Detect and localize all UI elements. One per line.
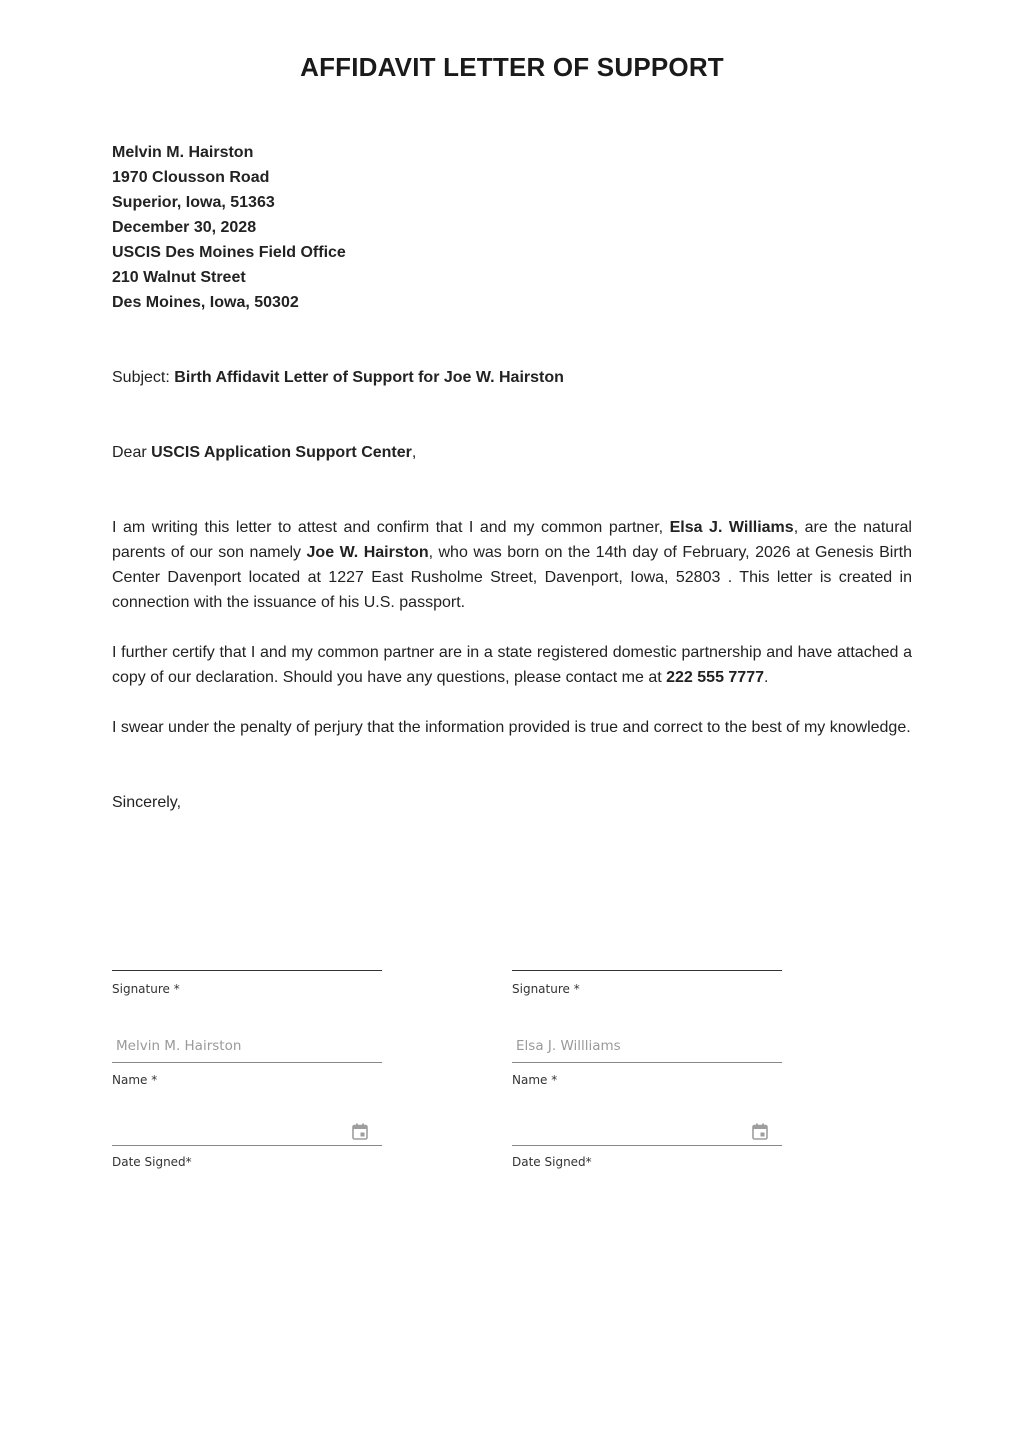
paragraph-2-text-a: I further certify that I and my common partner are in a state registered domestic partnership and have attached a copy of our declaration. Should you have any questions, please contact me at bbox=[112, 644, 912, 686]
greeting-dear: Dear bbox=[112, 444, 152, 461]
signature-line-2[interactable] bbox=[512, 970, 782, 971]
greeting-comma: , bbox=[411, 444, 417, 461]
signature-label-2: Signature * bbox=[512, 982, 580, 996]
subject-label: Subject: bbox=[112, 369, 175, 386]
paragraph-2-text-b: . bbox=[764, 669, 769, 686]
calendar-icon[interactable] bbox=[352, 1123, 368, 1140]
greeting-recipient: USCIS Application Support Center bbox=[151, 444, 412, 461]
name-placeholder-1: Melvin M. Hairston bbox=[116, 1038, 242, 1054]
subject-text: Birth Affidavit Letter of Support for Joe W. Hairston bbox=[174, 369, 564, 386]
name-label-1: Name * bbox=[112, 1073, 158, 1087]
sender-name: Melvin M. Hairston bbox=[112, 144, 254, 161]
greeting-line bbox=[112, 440, 912, 465]
recipient-city: Des Moines, Iowa, 50302 bbox=[112, 294, 299, 311]
signature-label-1: Signature * bbox=[112, 982, 180, 996]
sender-street: 1970 Clousson Road bbox=[112, 169, 270, 186]
document-title: AFFIDAVIT LETTER OF SUPPORT bbox=[300, 52, 724, 82]
paragraph-2 bbox=[112, 640, 912, 690]
calendar-icon[interactable] bbox=[752, 1123, 768, 1140]
recipient-office: USCIS Des Moines Field Office bbox=[112, 244, 346, 261]
name-field-2[interactable] bbox=[512, 1030, 782, 1063]
date-field-2[interactable] bbox=[512, 1113, 782, 1146]
date-label-2: Date Signed* bbox=[512, 1155, 592, 1169]
son-name: Joe W. Hairston bbox=[306, 544, 429, 561]
sender-city: Superior, Iowa, 51363 bbox=[112, 194, 275, 211]
paragraph-1-text-b: , are the natural parents of our son namely bbox=[112, 519, 912, 561]
sender-address bbox=[112, 140, 912, 315]
contact-phone: 222 555 7777 bbox=[666, 669, 764, 686]
paragraph-1-text-c: , who was born on the 14th day of February, 2026 at Genesis Birth Center Davenport located at 1227 East Rusholme Street, Davenport, Iowa, 52803 . This letter is created in connection with the issuance of his U.S. passport. bbox=[112, 544, 913, 611]
signature-line-1[interactable] bbox=[112, 970, 382, 971]
date-label-1: Date Signed* bbox=[112, 1155, 192, 1169]
name-field-1[interactable] bbox=[112, 1030, 382, 1063]
paragraph-1-text-a: I am writing this letter to attest and confirm that I and my common partner, bbox=[112, 519, 670, 536]
letter-body bbox=[112, 140, 912, 815]
partner-name: Elsa J. Williams bbox=[669, 519, 794, 536]
letter-date: December 30, 2028 bbox=[112, 219, 257, 236]
name-label-2: Name * bbox=[512, 1073, 558, 1087]
paragraph-1 bbox=[112, 515, 912, 615]
recipient-street: 210 Walnut Street bbox=[112, 269, 246, 286]
subject-line bbox=[112, 365, 912, 390]
closing: Sincerely, bbox=[112, 794, 182, 811]
date-field-1[interactable] bbox=[112, 1113, 382, 1146]
name-placeholder-2: Elsa J. Willliams bbox=[516, 1038, 621, 1054]
paragraph-3: I swear under the penalty of perjury that the information provided is true and correct to the best of my knowledge. bbox=[112, 719, 911, 736]
